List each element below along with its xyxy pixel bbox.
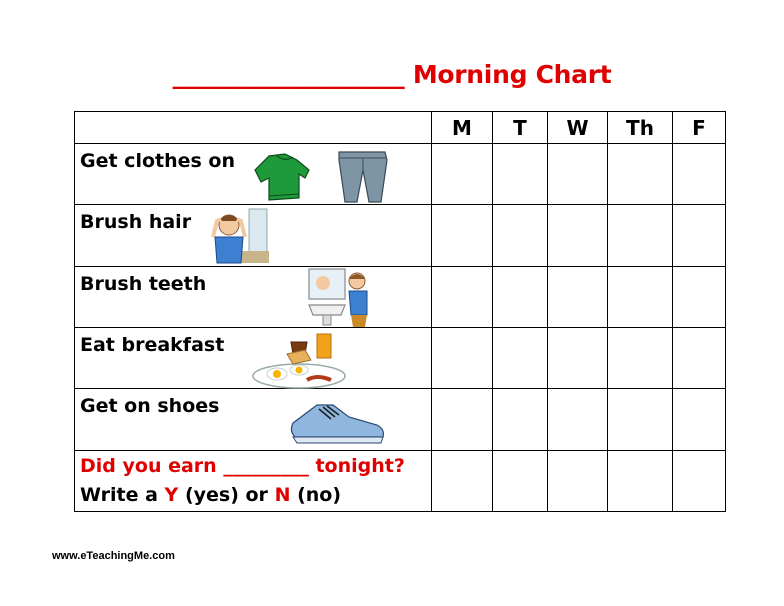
checkbox-cell-fri[interactable] [673,205,726,266]
no-letter: N [274,483,291,506]
checkbox-cell-mon[interactable] [432,328,493,389]
chart-title [0,60,784,89]
task-label: Brush teeth [80,272,207,295]
morning-chart-table [74,111,726,512]
task-row [75,205,726,266]
checkbox-cell-mon[interactable] [432,389,493,450]
reward-question-end: tonight? [315,454,405,477]
yes-letter: Y [164,483,179,506]
shoe-icon [287,395,387,447]
task-cell [75,328,432,389]
brushing-hair-icon [203,207,273,265]
task-row [75,266,726,327]
reward-row [75,450,726,511]
task-cell [75,205,432,266]
checkbox-cell-tue[interactable] [493,266,548,327]
task-label: Get clothes on [80,150,236,173]
reward-cell [75,450,432,511]
checkbox-cell-wed[interactable] [548,450,608,511]
task-label: Brush hair [80,211,192,234]
yes-word: (yes) or [184,483,268,506]
brushing-teeth-icon [305,267,375,327]
breakfast-icon [247,330,347,390]
checkbox-cell-wed[interactable] [548,389,608,450]
task-label: Eat breakfast [80,334,225,357]
title-blank: ___________________ [172,60,405,89]
checkbox-cell-thu[interactable] [608,450,673,511]
reward-question [80,455,405,477]
reward-instruction [80,484,341,506]
checkbox-cell-mon[interactable] [432,450,493,511]
day-header-tue: T [493,112,548,144]
clothes-icon [247,148,397,204]
checkbox-cell-fri[interactable] [673,389,726,450]
corner-cell [75,112,432,144]
task-cell [75,266,432,327]
checkbox-cell-tue[interactable] [493,328,548,389]
checkbox-cell-wed[interactable] [548,144,608,205]
checkbox-cell-mon[interactable] [432,266,493,327]
title-name: Morning Chart [412,60,612,89]
day-header-fri: F [673,112,726,144]
task-row [75,328,726,389]
task-cell [75,144,432,205]
instruction-start: Write a [80,483,158,506]
footer-website: www.eTeachingMe.com [52,550,175,562]
checkbox-cell-wed[interactable] [548,266,608,327]
day-header-mon: M [432,112,493,144]
checkbox-cell-tue[interactable] [493,450,548,511]
checkbox-cell-thu[interactable] [608,144,673,205]
checkbox-cell-thu[interactable] [608,205,673,266]
reward-question-blank: _________ [223,454,309,477]
checkbox-cell-wed[interactable] [548,205,608,266]
task-cell [75,389,432,450]
checkbox-cell-tue[interactable] [493,389,548,450]
checkbox-cell-thu[interactable] [608,328,673,389]
checkbox-cell-fri[interactable] [673,328,726,389]
day-header-thu: Th [608,112,673,144]
checkbox-cell-fri[interactable] [673,266,726,327]
no-word: (no) [297,483,342,506]
checkbox-cell-mon[interactable] [432,144,493,205]
checkbox-cell-thu[interactable] [608,389,673,450]
checkbox-cell-fri[interactable] [673,144,726,205]
day-header-wed: W [548,112,608,144]
checkbox-cell-wed[interactable] [548,328,608,389]
checkbox-cell-tue[interactable] [493,144,548,205]
task-row [75,144,726,205]
checkbox-cell-mon[interactable] [432,205,493,266]
checkbox-cell-fri[interactable] [673,450,726,511]
checkbox-cell-thu[interactable] [608,266,673,327]
header-row [75,112,726,144]
task-row [75,389,726,450]
reward-question-start: Did you earn [80,454,217,477]
checkbox-cell-tue[interactable] [493,205,548,266]
task-label: Get on shoes [80,395,220,418]
